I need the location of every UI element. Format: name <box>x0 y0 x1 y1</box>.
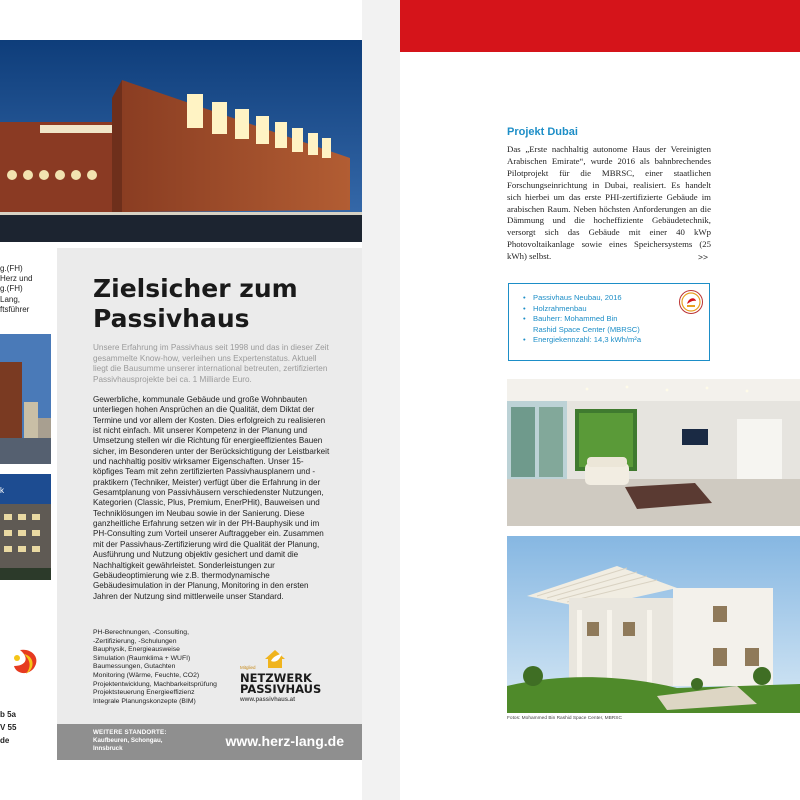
sidebar-credit: Herz und <box>0 274 33 283</box>
service-item: Monitoring (Wärme, Feuchte, CO2) <box>93 671 200 679</box>
sidebar-credit: ftsführer <box>0 305 30 314</box>
sidebar-photo-towers <box>0 334 51 464</box>
service-item: Bauphysik, Energieausweise <box>93 646 180 654</box>
footer-label: WEITERE STANDORTE: <box>93 729 167 736</box>
passivhaus-logo-icon <box>8 646 42 680</box>
service-item: Baumessungen, Gutachten <box>93 663 176 671</box>
service-item: Integrale Planungskonzepte (BIM) <box>93 697 196 705</box>
footer-site: Kaufbeuren, Schongau, <box>93 737 163 744</box>
right-page <box>400 0 800 800</box>
headline <box>93 274 343 334</box>
certified-passivhaus-seal-icon <box>679 290 703 314</box>
footer-bar <box>57 724 362 760</box>
netzwerk-name <box>240 673 321 695</box>
netzwerk-name-line: PASSIVHAUS <box>240 682 322 696</box>
headline-line: Zielsicher zum <box>93 274 298 303</box>
sidebar-photo-apartments <box>0 474 51 580</box>
house-leaf-icon <box>262 647 288 674</box>
sidebar-credit: g.(FH) <box>0 264 23 273</box>
project-title: Projekt Dubai <box>507 126 578 138</box>
service-item: Projektsteuerung Energieeffizienz <box>93 689 195 697</box>
services-list <box>93 629 248 706</box>
sidebar-address: b 5a <box>0 710 17 719</box>
footer-sites <box>93 737 162 752</box>
netzwerk-name-line: NETZWERK <box>240 671 312 685</box>
footer-site: Innsbruck <box>93 744 123 752</box>
fact-item: • Energiekennzahl: 14,3 kWh/m²a <box>523 335 641 346</box>
project-facts-list <box>523 293 641 346</box>
interior-lobby-photo <box>507 379 800 526</box>
sidebar-address: de <box>0 736 10 745</box>
netzwerk-member-label: Mitglied <box>240 665 256 670</box>
brick-building-photo <box>0 40 362 242</box>
exterior-house-photo <box>507 536 800 713</box>
netzwerk-url: www.passivhaus.at <box>240 697 296 703</box>
sidebar-label: k <box>0 486 4 495</box>
fact-item: • Holzrahmenbau <box>523 304 641 315</box>
fact-item: • Bauherr: Mohammed Bin <box>523 314 641 325</box>
service-item: Simulation (Raumklima + WUFI) <box>93 654 191 662</box>
red-header-bar <box>400 0 800 52</box>
website-link[interactable]: www.herz-lang.de <box>225 733 344 749</box>
body-paragraph: Gewerbliche, kommunale Gebäude und große Wohnbauten unterliegen hohen Ansprüchen an die Qualität, dem Diktat der Termine und vor allem der Kosten. Dies erfolgreich zu realisieren ist nicht einfach. Mit unserer Kompetenz in der Planung und Umsetzung stellen wir die Richtung für energieeffizientes Bauen sicher, im Besonderen unter der Berücksichtigung der Leistbarkeit und nachhaltig positiv wirksamer Eigenschaften. Unser 15-köpfiges Team mit zehn zertifizierten Passivhausplanern und -praktikern (Techniker, Meister) verfügt über die Erfahrung in der Gesamtplanung von Passivhäusern verschiedenster Nutzungen, Kategorien (Classic, Plus, Premium, EnerPHit), Bauweisen und Techniklösungen im Neubau sowie in der Sanierung. Diese ganzheitliche Erfahrung setzen wir in der PH-Bauphysik und im PH-Consulting zum Vorteil unserer Auftraggeber ein. Zusammen mit der Passivhaus-Zertifizierung wird die Qualität der Planung, Ausführung und Nutzung objektiv gesichert und damit die Nachhaltigkeit gewährleistet. Sonderleistungen zur Gebäudeoptimierung wie z.B. thermodynamische Gebäudesimulation in der Planung, Monitoring in den ersten Jahren der Nutzung sind mittlerweile unser Standard. <box>93 395 330 601</box>
project-facts-box <box>508 283 710 361</box>
feature-panel <box>57 248 362 760</box>
service-item: PH-Berechnungen, -Consulting, <box>93 629 189 636</box>
project-description: Das „Erste nachhaltig autonome Haus der Vereinigten Arabischen Emirate“, wurde 2016 als bahnbrechendes Pilotprojekt für die MBRSC, einer staatlichen Forschungseinrichtung in Dubai, realisiert. Es handelt sich hierbei um das erste PHI-zertifizierte Gebäude im arabischen Raum. Neben höchsten Anforderungen an die Dämmung und die hocheffiziente Gebäudetechnik, versorgt sich das Gebäude mit einer 40 kWp Photovoltaikanlage sowie eines Speichersystems (25 kWh) selbst. <box>507 144 711 262</box>
sidebar-credit: g.(FH) <box>0 284 23 293</box>
left-page <box>0 0 362 800</box>
photo-credit: Fotos: Mohammed Bin Rashid Space Center, MBRSC <box>507 716 622 721</box>
sidebar-credit: Lang, <box>0 295 21 304</box>
service-item: Projektentwicklung, Machbarkeitsprüfung <box>93 680 217 688</box>
sidebar-address: V 55 <box>0 723 17 732</box>
service-item: -Zertifizierung, -Schulungen <box>93 637 177 645</box>
fact-item: • Passivhaus Neubau, 2016 <box>523 293 641 304</box>
fact-item-continued: Rashid Space Center (MBRSC) <box>533 324 640 334</box>
sidebar-strip <box>0 248 56 760</box>
intro-paragraph: Unsere Erfahrung im Passivhaus seit 1998 und das in dieser Zeit gesammelte Know-how, verleihen uns Expertenstatus. Aktuell liegt die Bausumme unserer international betreuten, zertifizierten Passivhausprojekte bei ca. 1 Milliarde Euro. <box>93 343 329 385</box>
continue-marker: >> <box>698 252 708 262</box>
headline-line: Passivhaus <box>93 304 250 333</box>
